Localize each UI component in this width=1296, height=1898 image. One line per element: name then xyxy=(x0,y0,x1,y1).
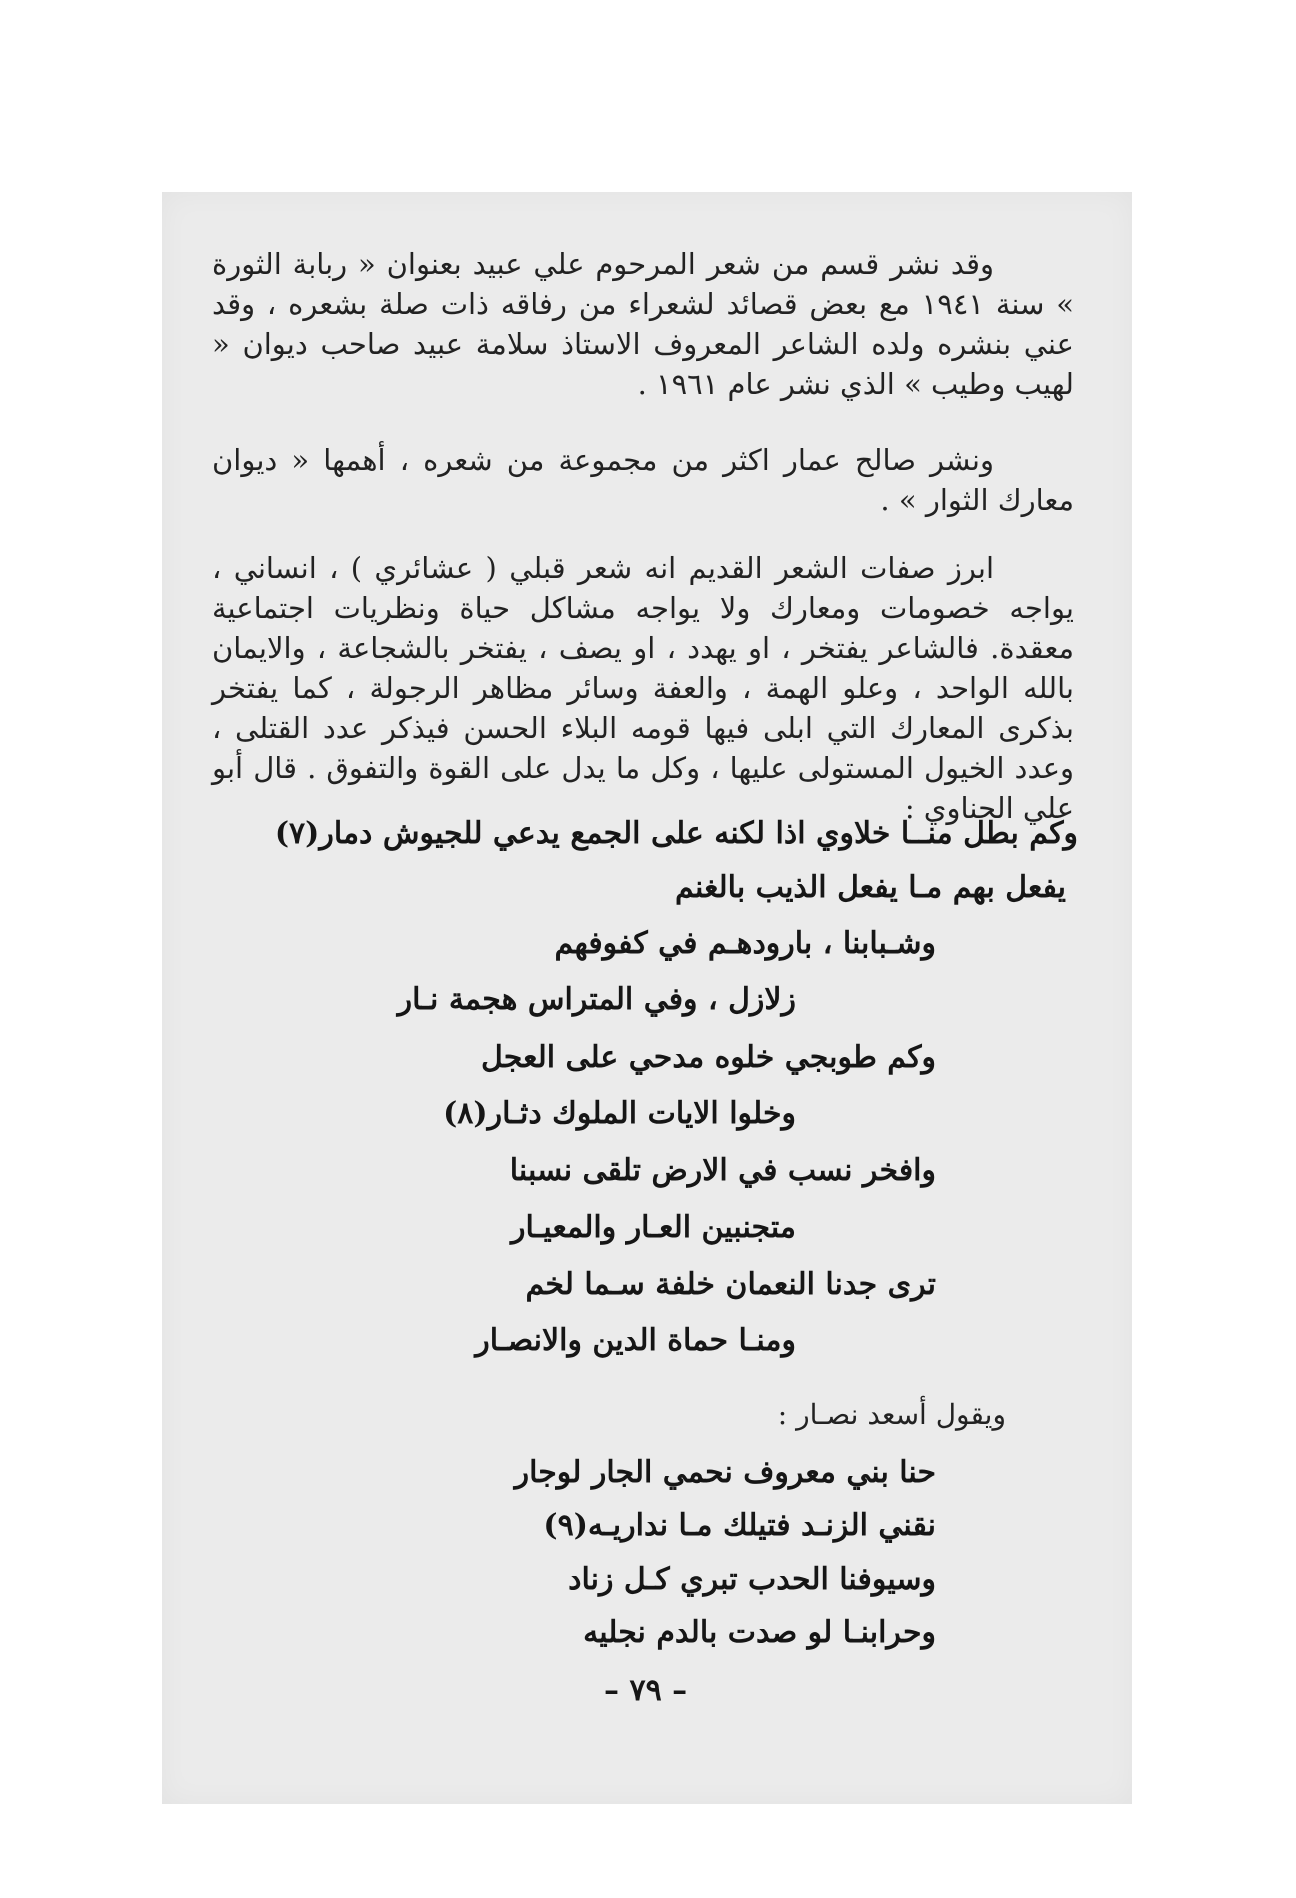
poem-2-line: نقني الزنـد فتيلك مـا نداريـه(٩) xyxy=(543,1508,936,1543)
paragraph-1-text: وقد نشر قسم من شعر المرحوم علي عبيد بعنوان « ربابة الثورة » سنة ١٩٤١ مع بعض قصائد لشعراء من رفاقه ذات صلة بشعره ، وقد عني بنشره ولده الشاعر المعروف الاستاذ سلامة عبيد صاحب ديوان « لهيب وطيب » الذي نشر عام ١٩٦١ . xyxy=(212,247,1075,401)
poem-1-line: متجنبين العـار والمعيـار xyxy=(511,1210,796,1245)
poem-1-line: ترى جدنا النعمان خلفة سـما لخم xyxy=(525,1267,936,1302)
poem-1-line: وافخر نسب في الارض تلقى نسبنا xyxy=(509,1153,936,1188)
paragraph-2-text: ونشر صالح عمار اكثر من مجموعة من شعره ، أهمها « ديوان معارك الثوار » . xyxy=(212,443,1074,517)
poem-1-first-line: وكم بطل منــا خلاوي اذا لكنه على الجمع يدعي للجيوش دمار(٧) xyxy=(274,816,1078,851)
poem-2-intro: ويقول أسعد نصـار : xyxy=(777,1398,1006,1431)
page-number: – ٧٩ – xyxy=(604,1673,688,1708)
poem-1-first-line-continuation: يفعل بهم مـا يفعل الذيب بالغنم xyxy=(675,870,1066,905)
poem-2-line: وحرابنـا لو صدت بالدم نجليه xyxy=(583,1615,936,1650)
poem-1-line: ومنـا حماة الدين والانصـار xyxy=(475,1323,796,1358)
paragraph-3 xyxy=(212,548,1074,828)
poem-2-line: وسيوفنا الحدب تبري كـل زناد xyxy=(568,1562,936,1597)
poem-2-line: حنا بني معروف نحمي الجار لوجار xyxy=(514,1455,936,1490)
poem-1-line: وشـبابنا ، بارودهـم في كفوفهم xyxy=(554,926,936,961)
paragraph-3-text: ابرز صفات الشعر القديم انه شعر قبلي ( عشائري ) ، انساني ، يواجه خصومات ومعارك ولا يواجه مشاكل حياة ونظريات اجتماعية معقدة. فالشاعر يفتخر ، او يهدد ، او يصف ، يفتخر بالشجاعة ، والايمان بالله الواحد ، وعلو الهمة ، والعفة وسائر مظاهر الرجولة ، كما يفتخر بذكرى المعارك التي ابلى فيها قومه البلاء الحسن فيذكر عدد القتلى ، وعدد الخيول المستولى عليها ، وكل ما يدل على القوة والتفوق . قال أبو علي الحناوي : xyxy=(212,551,1074,825)
poem-1-line: زلازل ، وفي المتراس هجمة نـار xyxy=(397,982,796,1017)
paragraph-1 xyxy=(212,244,1074,404)
paragraph-2 xyxy=(212,440,1074,520)
poem-1-line: وخلوا الايات الملوك دثـار(٨) xyxy=(443,1096,796,1131)
poem-1-line: وكم طوبجي خلوه مدحي على العجل xyxy=(481,1040,936,1075)
